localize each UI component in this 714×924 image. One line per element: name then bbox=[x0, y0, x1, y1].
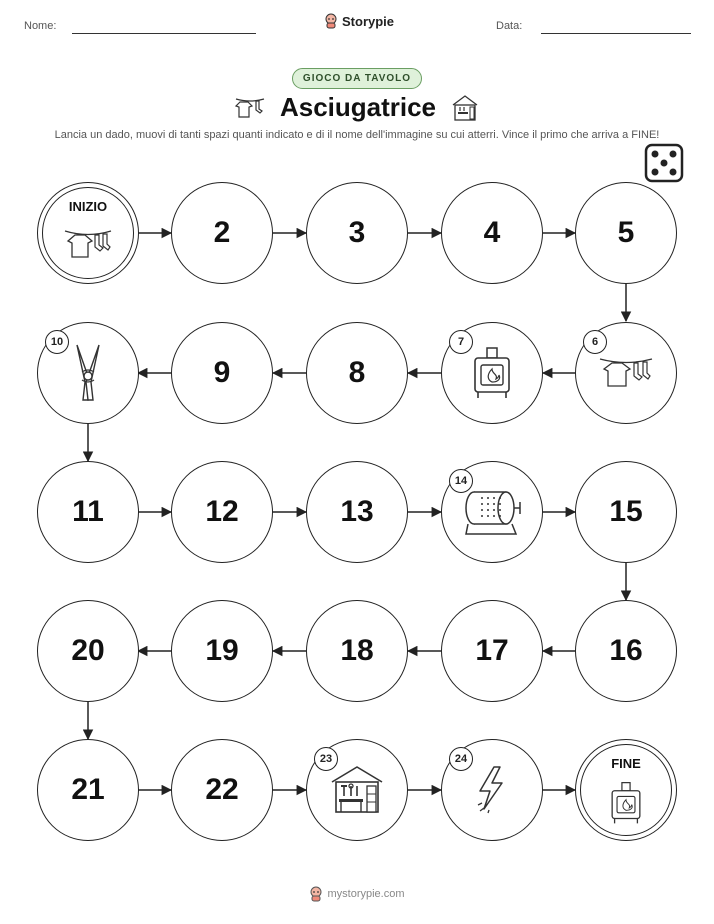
space-12[interactable]: 12 bbox=[171, 461, 273, 563]
workshop-icon bbox=[329, 764, 385, 816]
space-11[interactable]: 11 bbox=[37, 461, 139, 563]
end-label: FINE bbox=[611, 756, 641, 771]
space-number-badge: 14 bbox=[449, 469, 473, 493]
space-19[interactable]: 19 bbox=[171, 600, 273, 702]
space-number-badge: 23 bbox=[314, 747, 338, 771]
clothespin-icon bbox=[71, 342, 105, 404]
space-4[interactable]: 4 bbox=[441, 182, 543, 284]
space-2[interactable]: 2 bbox=[171, 182, 273, 284]
game-type-badge: GIOCO DA TAVOLO bbox=[292, 68, 422, 89]
space-20[interactable]: 20 bbox=[37, 600, 139, 702]
laundry-line-icon bbox=[598, 353, 654, 393]
wood-stove-icon bbox=[608, 781, 644, 825]
date-label: Data: bbox=[496, 20, 523, 32]
space-9[interactable]: 9 bbox=[171, 322, 273, 424]
storypie-mascot-icon bbox=[309, 886, 323, 902]
space-number-badge: 7 bbox=[449, 330, 473, 354]
space-21[interactable]: 21 bbox=[37, 739, 139, 841]
space-16[interactable]: 16 bbox=[575, 600, 677, 702]
footer-url[interactable]: mystorypie.com bbox=[327, 888, 405, 900]
wood-stove-icon bbox=[470, 346, 514, 400]
space-start[interactable] bbox=[37, 182, 139, 284]
page-title: Asciugatrice bbox=[279, 92, 437, 122]
lightning-icon bbox=[474, 765, 510, 815]
name-label: Nome: bbox=[24, 20, 57, 32]
space-3[interactable]: 3 bbox=[306, 182, 408, 284]
space-13[interactable]: 13 bbox=[306, 461, 408, 563]
space-end[interactable] bbox=[575, 739, 677, 841]
tumble-drum-icon bbox=[462, 488, 522, 536]
space-17[interactable]: 17 bbox=[441, 600, 543, 702]
space-15[interactable]: 15 bbox=[575, 461, 677, 563]
space-number-badge: 10 bbox=[45, 330, 69, 354]
start-label: INIZIO bbox=[68, 199, 108, 214]
instructions: Lancia un dado, muovi di tanti spazi quanti indicato e di il nome dell'immagine su cui atterri. Vince il primo che arriva a FINE! bbox=[54, 129, 660, 141]
space-8[interactable]: 8 bbox=[306, 322, 408, 424]
brand-name: Storypie bbox=[342, 13, 395, 29]
laundry-line-icon bbox=[63, 226, 113, 262]
space-number-badge: 24 bbox=[449, 747, 473, 771]
space-22[interactable]: 22 bbox=[171, 739, 273, 841]
footer bbox=[309, 886, 404, 902]
space-18[interactable]: 18 bbox=[306, 600, 408, 702]
space-5[interactable]: 5 bbox=[575, 182, 677, 284]
space-number-badge: 6 bbox=[583, 330, 607, 354]
